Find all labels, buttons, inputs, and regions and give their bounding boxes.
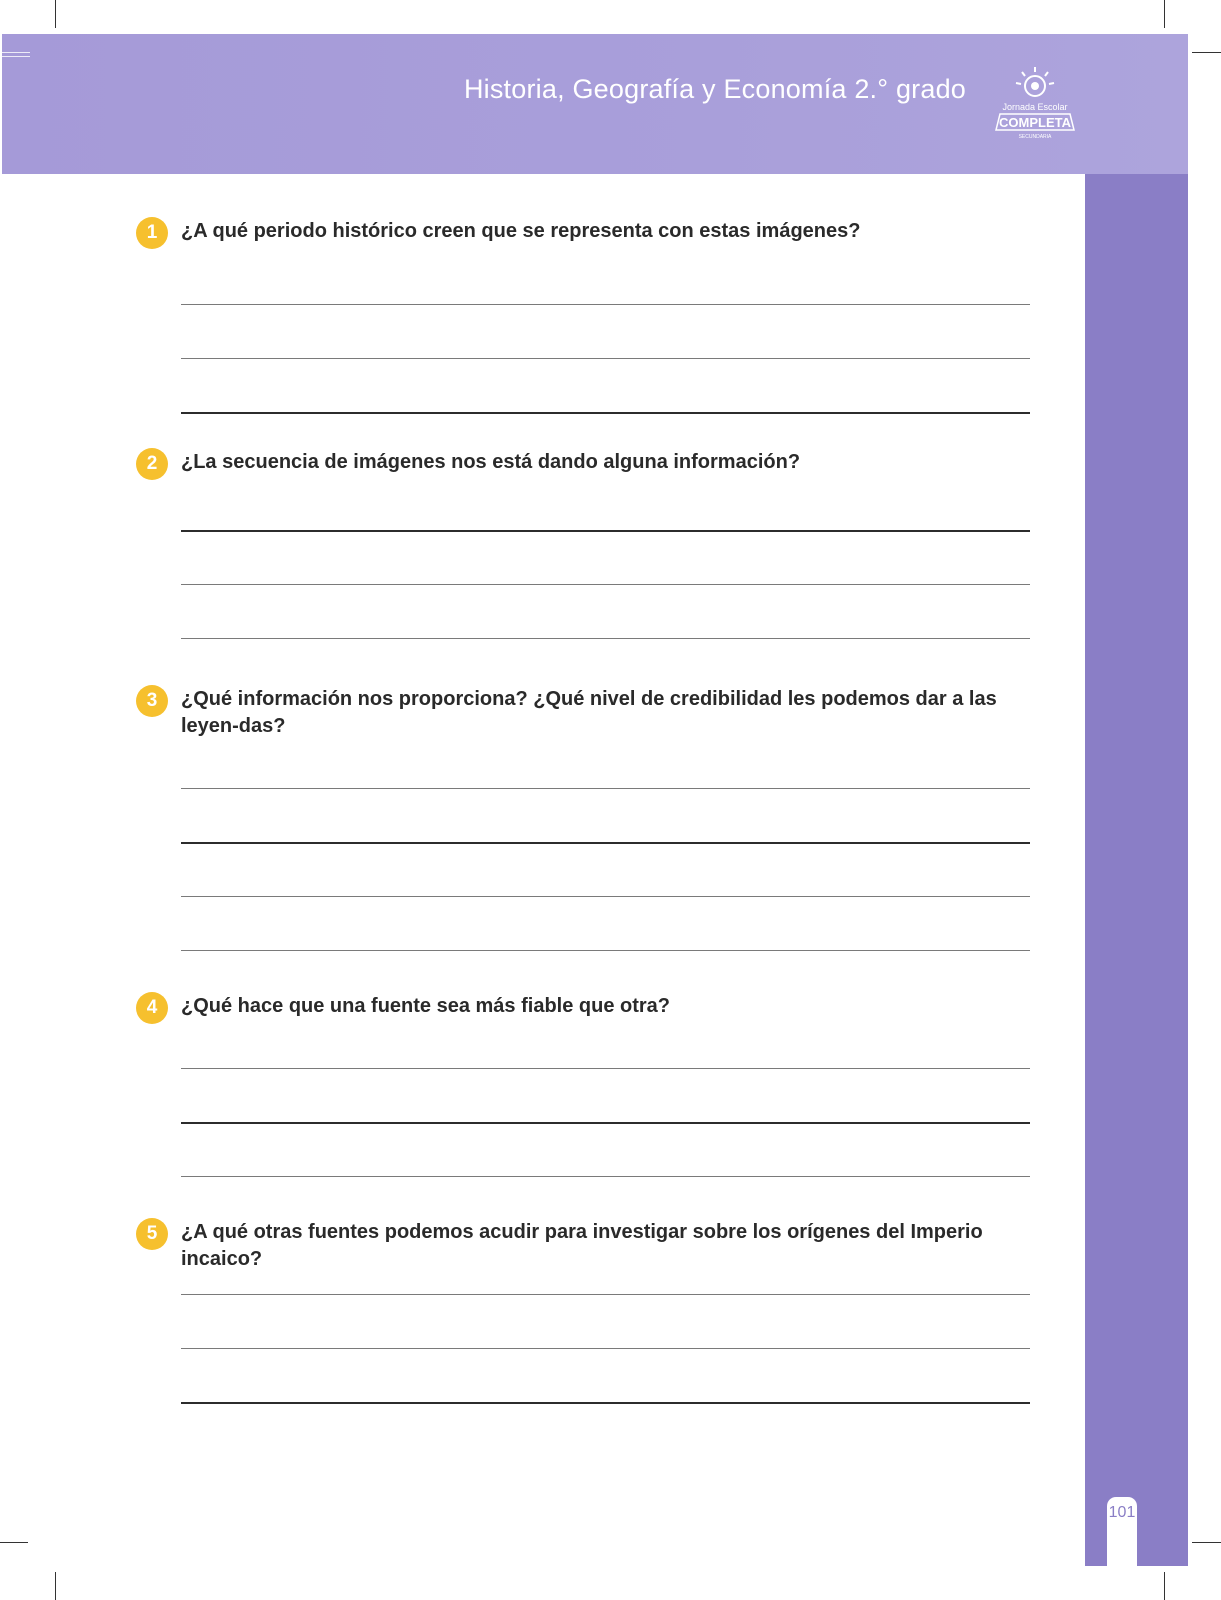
question-number-badge: 4 [136, 992, 168, 1024]
answer-line[interactable] [181, 304, 1030, 305]
crop-mark [1192, 52, 1221, 53]
answer-line[interactable] [181, 358, 1030, 359]
crop-mark [55, 0, 56, 28]
question-text: ¿A qué periodo histórico creen que se representa con estas imágenes? [181, 220, 861, 242]
question-text: ¿A qué otras fuentes podemos acudir para investigar sobre los orígenes del Imperio incaico? [181, 1221, 983, 1270]
answer-line[interactable] [181, 788, 1030, 789]
logo-text-jornada: Jornada Escolar [1002, 102, 1068, 112]
header-rule [2, 52, 30, 53]
answer-line[interactable] [181, 1402, 1030, 1404]
answer-line[interactable] [181, 896, 1030, 897]
jornada-escolar-completa-logo [994, 62, 1076, 152]
answer-line[interactable] [181, 412, 1030, 414]
answer-line[interactable] [181, 1176, 1030, 1177]
answer-line[interactable] [181, 1122, 1030, 1124]
question-text: ¿Qué información nos proporciona? ¿Qué nivel de credibilidad les podemos dar a las leyen-das? [181, 688, 997, 737]
question-number-badge: 2 [136, 448, 168, 480]
sun-icon [1016, 67, 1054, 96]
question-number-badge: 3 [136, 685, 168, 717]
crop-mark [1192, 1542, 1221, 1543]
question-text: ¿La secuencia de imágenes nos está dando alguna información? [181, 451, 801, 473]
answer-line[interactable] [181, 638, 1030, 639]
answer-line[interactable] [181, 584, 1030, 585]
answer-line[interactable] [181, 950, 1030, 951]
answer-line[interactable] [181, 1348, 1030, 1349]
page-title: Historia, Geografía y Economía 2.° grado [463, 74, 966, 104]
crop-mark [1164, 1572, 1165, 1600]
question-text: ¿Qué hace que una fuente sea más fiable que otra? [181, 995, 671, 1017]
logo-text-completa: COMPLETA [999, 115, 1071, 130]
answer-line[interactable] [181, 1294, 1030, 1295]
question-number-badge: 5 [136, 1218, 168, 1250]
logo-text-secundaria: SECUNDARIA [1018, 134, 1052, 140]
crop-mark [55, 1572, 56, 1600]
answer-line[interactable] [181, 842, 1030, 844]
question-number-badge: 1 [136, 217, 168, 249]
answer-line[interactable] [181, 530, 1030, 532]
side-band [1085, 174, 1188, 1566]
header-rule [2, 56, 30, 57]
answer-line[interactable] [181, 1068, 1030, 1069]
crop-mark [1164, 0, 1165, 28]
crop-mark [0, 1542, 28, 1543]
page-number: 101 [1108, 1504, 1136, 1521]
